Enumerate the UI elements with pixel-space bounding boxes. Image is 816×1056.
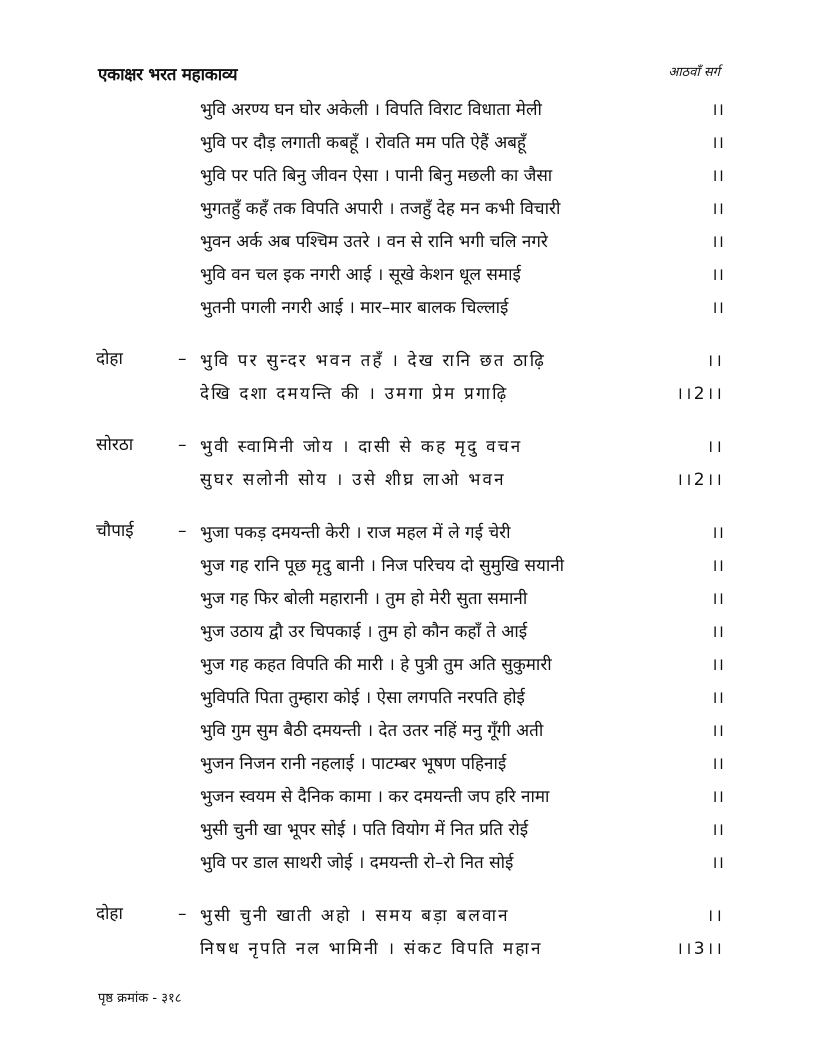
verse-line-marker: ।।2।।	[676, 384, 724, 404]
verse-line	[200, 257, 724, 290]
verse-line-text: भुवि अरण्य घन घोर अकेली । विपति विराट विधाता मेली	[200, 100, 542, 120]
verse-line	[200, 931, 724, 964]
verse-line-text: भुवि पर डाल साथरी जोई । दमयन्ती रो–रो नित सोई	[200, 853, 514, 873]
verse-line-marker: ।।	[711, 820, 724, 840]
verse-type-label: दोहा	[96, 904, 123, 924]
verse-line-text: भुवि पर दौड़ लगाती कबहूँ । रोवति मम पति ऐहैं अबहूँ	[200, 133, 526, 153]
verse-block	[96, 898, 724, 964]
verse-line	[200, 548, 724, 581]
verse-line-marker: ।।	[711, 655, 724, 675]
verse-line-text: भुवन अर्क अब पश्चिम उतरे । वन से रानि भगी चलि नगरे	[200, 232, 548, 252]
verse-block	[96, 429, 724, 495]
verse-line-text: भुवी स्वामिनी जोय । दासी से कह मृदु वचन	[200, 437, 523, 457]
verse-line	[200, 812, 724, 845]
verse-line	[200, 845, 724, 878]
verse-line-text: भुज गह कहत विपति की मारी । हे पुत्री तुम अति सुकुमारी	[200, 655, 552, 675]
page-number: पृष्ठ क्रमांक - ३१८	[98, 991, 182, 1006]
verse-type-dash: –	[178, 904, 187, 924]
verse-block	[96, 343, 724, 409]
verse-line	[200, 713, 724, 746]
verse-line-marker: ।।	[711, 523, 724, 543]
verse-line-text: भुवि वन चल इक नगरी आई । सूखे केशन धूल समाई	[200, 265, 521, 285]
verse-line	[200, 290, 724, 323]
verse-line	[200, 746, 724, 779]
verse-line	[200, 191, 724, 224]
verse-line	[200, 581, 724, 614]
verse-line-text: भुज गह रानि पूछ मृदु बानी । निज परिचय दो सुमुखि सयानी	[200, 556, 565, 576]
verse-line-marker: ।।	[711, 721, 724, 741]
verse-line-marker: ।।	[711, 853, 724, 873]
verse-line	[200, 898, 724, 931]
verse-block	[96, 515, 724, 878]
verse-line-text: भुतनी पगली नगरी आई । मार–मार बालक चिल्लाई	[200, 298, 509, 318]
verse-block	[96, 92, 724, 323]
verse-line-text: भुसी चुनी खा भूपर सोई । पति वियोग में नित प्रति रोई	[200, 820, 529, 840]
verse-line	[200, 224, 724, 257]
verse-type-dash: –	[178, 349, 187, 369]
verse-type-dash: –	[178, 521, 187, 541]
verse-line	[200, 515, 724, 548]
verse-line-text: भुवि पर पति बिनु जीवन ऐसा । पानी बिनु मछली का जैसा	[200, 166, 553, 186]
verse-line-text: भुवि पर सुन्दर भवन तहँ । देख रानि छत ठाढ़ि	[200, 351, 546, 371]
verse-line-text: भुविपति पिता तुम्हारा कोई । ऐसा लगपति नरपति होई	[200, 688, 525, 708]
verse-line	[200, 125, 724, 158]
verse-line-marker: ।।	[711, 754, 724, 774]
verse-line-marker: ।।	[711, 622, 724, 642]
verse-line-text: भुज उठाय द्वौ उर चिपकाई । तुम हो कौन कहाँ ते आई	[200, 622, 528, 642]
verse-line-text: देखि दशा दमयन्ति की । उमगा प्रेम प्रगाढ़ि	[200, 384, 509, 404]
verse-line	[200, 462, 724, 495]
verse-line-marker: ।।	[711, 199, 724, 219]
verse-line-text: सुघर सलोनी सोय । उसे शीघ्र लाओ भवन	[200, 470, 506, 490]
verse-line	[200, 429, 724, 462]
verse-line-text: भुसी चुनी खाती अहो । समय बड़ा बलवान	[200, 906, 510, 926]
verse-line-text: निषध नृपति नल भामिनी । संकट विपति महान	[200, 939, 543, 959]
verse-line	[200, 376, 724, 409]
canto-heading: आठवाँ सर्ग	[668, 65, 720, 80]
verse-line-marker: ।।	[706, 351, 724, 371]
verse-line-marker: ।।	[711, 688, 724, 708]
verse-line	[200, 92, 724, 125]
verse-content	[96, 92, 724, 964]
verse-type-label: चौपाई	[96, 521, 134, 541]
verse-line-marker: ।।	[711, 265, 724, 285]
verse-line-marker: ।।	[706, 437, 724, 457]
verse-line-marker: ।।	[711, 589, 724, 609]
verse-line-marker: ।।	[711, 787, 724, 807]
verse-line-text: भुजन स्वयम से दैनिक कामा । कर दमयन्ती जप हरि नामा	[200, 787, 550, 807]
verse-line-text: भुज गह फिर बोली महारानी । तुम हो मेरी सुता समानी	[200, 589, 528, 609]
verse-line-marker: ।।	[711, 556, 724, 576]
verse-line	[200, 614, 724, 647]
verse-type-label: सोरठा	[96, 435, 134, 455]
verse-line-marker: ।।	[711, 298, 724, 318]
verse-type-dash: –	[178, 435, 187, 455]
verse-line	[200, 779, 724, 812]
verse-line-marker: ।।	[711, 166, 724, 186]
verse-line	[200, 647, 724, 680]
verse-type-label: दोहा	[96, 349, 123, 369]
verse-line-marker: ।।	[711, 133, 724, 153]
verse-line-text: भुगतहुँ कहँ तक विपति अपारी । तजहुँ देह मन कभी विचारी	[200, 199, 561, 219]
verse-line-marker: ।।2।।	[676, 470, 724, 490]
verse-line-text: भुजन निजन रानी नहलाई । पाटम्बर भूषण पहिनाई	[200, 754, 507, 774]
verse-line-marker: ।।	[711, 100, 724, 120]
verse-line	[200, 680, 724, 713]
verse-line	[200, 158, 724, 191]
verse-line-marker: ।।	[711, 232, 724, 252]
verse-line-text: भुजा पकड़ दमयन्ती केरी । राज महल में ले गई चेरी	[200, 523, 511, 543]
verse-line-text: भुवि गुम सुम बैठी दमयन्ती । देत उतर नहिं मनु गूँगी अती	[200, 721, 544, 741]
verse-line	[200, 343, 724, 376]
book-title: एकाक्षर भरत महाकाव्य	[98, 65, 238, 85]
verse-line-marker: ।।	[706, 906, 724, 926]
verse-line-marker: ।।3।।	[676, 939, 724, 959]
